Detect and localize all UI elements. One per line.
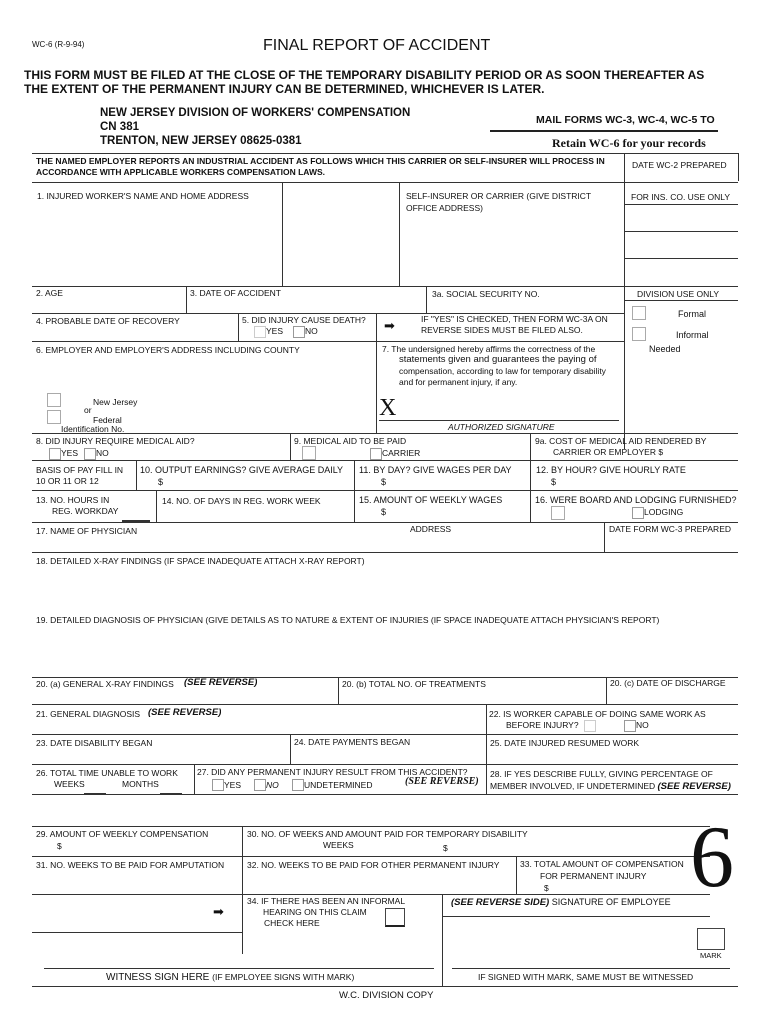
f12-label: 12. BY HOUR? GIVE HOURLY RATE [536,465,686,475]
arrow-right-icon: ➡ [213,904,224,919]
informal-checkbox[interactable] [632,327,646,341]
f22-line-1: 22. IS WORKER CAPABLE OF DOING SAME WORK AS [489,709,706,719]
permanent-no-label: NO [266,780,279,790]
f9a-line-1: 9a. COST OF MEDICAL AID RENDERED BY [535,436,707,446]
f19-label: 19. DETAILED DIAGNOSIS OF PHYSICIAN (GIVE DETAILS AS TO NATURE & EXTENT OF INJURIES (IF SPACE INADEQUATE ATTACH PHYSICIAN'S REPORT) [36,615,660,625]
if-yes-line-1: IF "YES" IS CHECKED, THEN FORM WC-3A ON [421,314,608,324]
informal-hearing-checkbox[interactable] [385,908,405,927]
new-jersey-checkbox[interactable] [47,393,61,407]
self-insurer-label-1: SELF-INSURER OR CARRIER (GIVE DISTRICT [406,191,592,201]
notice-line-2: THE EXTENT OF THE PERMANENT INJURY CAN BE DETERMINED, WHICHEVER IS LATER. [24,82,545,96]
permanent-no-checkbox[interactable] [254,779,266,791]
f7-line-2: statements given and guarantees the paying of [399,354,597,365]
medical-aid-yes-checkbox[interactable] [49,448,61,460]
f1-label: 1. INJURED WORKER'S NAME AND HOME ADDRESS [37,191,249,201]
f9-label: 9. MEDICAL AID TO BE PAID [294,436,407,446]
f4-label: 4. PROBABLE DATE OF RECOVERY [36,316,180,326]
f34-line-2: HEARING ON THIS CLAIM [263,907,367,917]
agency-cn: CN 381 [100,121,139,133]
permanent-yes-label: YES [224,780,242,790]
signature-x: X [379,395,397,421]
f18-label: 18. DETAILED X-RAY FINDINGS (IF SPACE INADEQUATE ATTACH X-RAY REPORT) [36,556,365,566]
f3a-label: 3a. SOCIAL SECURITY NO. [432,289,540,299]
f32-label: 32. NO. WEEKS TO BE PAID FOR OTHER PERMANENT INJURY [247,860,500,870]
form-title: FINAL REPORT OF ACCIDENT [263,37,491,54]
witness-label: WITNESS SIGN HERE (IF EMPLOYEE SIGNS WITH MARK) [106,972,355,983]
f29-dollar: $ [57,841,62,851]
f16-label: 16. WERE BOARD AND LODGING FURNISHED? [535,495,737,505]
f20a-see-reverse: (SEE REVERSE) [184,677,258,688]
f27-label: 27. DID ANY PERMANENT INJURY RESULT FROM THIS ACCIDENT? [197,767,468,777]
notice-line-1: THIS FORM MUST BE FILED AT THE CLOSE OF THE TEMPORARY DISABILITY PERIOD OR AS SOON THEREAFTER AS [24,68,705,82]
f21-see-reverse: (SEE REVERSE) [148,707,222,718]
f33-line-2: FOR PERMANENT INJURY [540,871,647,881]
f3-label: 3. DATE OF ACCIDENT [190,288,281,298]
f28-line-2: MEMBER INVOLVED, IF UNDETERMINED (SEE REVERSE) [490,781,731,792]
f27-see-reverse: (SEE REVERSE) [405,776,479,787]
carrier-label: CARRIER [382,448,421,458]
formal-label: Formal [678,309,707,319]
date-wc3-label: DATE FORM WC-3 PREPARED [609,524,731,534]
f25-label: 25. DATE INJURED RESUMED WORK [490,738,640,748]
self-insurer-label-2: OFFICE ADDRESS) [406,203,483,213]
permanent-yes-checkbox[interactable] [212,779,224,791]
undetermined-checkbox[interactable] [292,779,304,791]
f9a-line-2: CARRIER OR EMPLOYER $ [553,447,664,457]
f22-line-2: BEFORE INJURY? [506,720,579,730]
f31-label: 31. NO. WEEKS TO BE PAID FOR AMPUTATION [36,860,225,870]
f30-weeks: WEEKS [323,840,354,850]
medical-aid-no-label: NO [96,448,109,458]
f8-label: 8. DID INJURY REQUIRE MEDICAL AID? [36,436,195,446]
f21-label: 21. GENERAL DIAGNOSIS [36,709,141,719]
mail-forms-text: MAIL FORMS WC-3, WC-4, WC-5 TO [536,114,715,126]
f34-line-1: 34. IF THERE HAS BEEN AN INFORMAL [247,896,406,906]
division-use-label: DIVISION USE ONLY [637,289,720,299]
death-yes-checkbox[interactable] [254,326,266,338]
medical-aid-no-checkbox[interactable] [84,448,96,460]
intro-line-1: THE NAMED EMPLOYER REPORTS AN INDUSTRIAL ACCIDENT AS FOLLOWS WHICH THIS CARRIER OR SELF-INSURER WILL PROCESS IN [36,156,605,166]
f13-line-1: 13. NO. HOURS IN [36,495,110,505]
f12-dollar: $ [551,477,557,487]
f20a-label: 20. (a) GENERAL X-RAY FINDINGS [36,679,174,689]
agency-city: TRENTON, NEW JERSEY 08625-0381 [100,135,302,147]
employee-signature-label: (SEE REVERSE SIDE) SIGNATURE OF EMPLOYEE [451,897,671,908]
formal-checkbox[interactable] [632,306,646,320]
f7-line-3: compensation, according to law for temporary disability [399,366,606,376]
f15-dollar: $ [381,507,387,517]
copy-number: 6 [690,809,734,906]
agency-name: NEW JERSEY DIVISION OF WORKERS' COMPENSATION [100,107,411,119]
lodging-label: LODGING [644,507,684,517]
f6-label: 6. EMPLOYER AND EMPLOYER'S ADDRESS INCLUDING COUNTY [36,345,300,355]
f2-label: 2. AGE [36,288,63,298]
f26-label: 26. TOTAL TIME UNABLE TO WORK [36,768,178,778]
form-id: WC-6 (R-9-94) [32,40,85,49]
federal-label: Federal [93,415,122,425]
f11-dollar: $ [381,477,387,487]
f17-label: 17. NAME OF PHYSICIAN [36,526,138,536]
or-label: or [84,405,92,415]
federal-checkbox[interactable] [47,410,61,424]
date-wc2-label: DATE WC-2 PREPARED [632,160,727,170]
capable-no-checkbox[interactable] [624,720,636,732]
f34-line-3: CHECK HERE [264,918,320,928]
board-checkbox[interactable] [551,506,565,520]
f30-label: 30. NO. OF WEEKS AND AMOUNT PAID FOR TEMPORARY DISABILITY [247,829,528,839]
address-label: ADDRESS [410,524,452,534]
months-label: MONTHS [122,779,159,789]
f29-label: 29. AMOUNT OF WEEKLY COMPENSATION [36,829,209,839]
f24-label: 24. DATE PAYMENTS BEGAN [294,737,411,747]
f28-see-reverse: (SEE REVERSE) [657,781,731,792]
if-yes-line-2: REVERSE SIDES MUST BE FILED ALSO. [421,325,583,335]
f15-label: 15. AMOUNT OF WEEKLY WAGES [359,495,503,505]
identification-label: Identification No. [61,424,125,434]
authorized-signature-label: AUTHORIZED SIGNATURE [448,422,555,432]
carrier-checkbox[interactable] [370,448,382,460]
f28-line-1: 28. IF YES DESCRIBE FULLY, GIVING PERCENTAGE OF [490,769,713,779]
f7-line-4: and for permanent injury, if any. [399,377,518,387]
needed-label: Needed [649,344,681,354]
intro-line-2: ACCORDANCE WITH APPLICABLE WORKERS COMPENSATION LAWS. [36,167,325,177]
f33-dollar: $ [544,883,549,893]
new-jersey-label: New Jersey [93,397,138,407]
basis-line-1: BASIS OF PAY FILL IN [36,465,124,475]
f13-line-2: REG. WORKDAY [52,506,119,516]
ins-use-label: FOR INS. CO. USE ONLY [631,192,731,202]
f20b-label: 20. (b) TOTAL NO. OF TREATMENTS [342,679,486,689]
f30-dollar: $ [443,843,448,853]
capable-yes-checkbox[interactable] [584,720,596,732]
f5-label: 5. DID INJURY CAUSE DEATH? [242,315,366,325]
f14-label: 14. NO. OF DAYS IN REG. WORK WEEK [162,496,321,506]
f10-dollar: $ [158,477,164,487]
death-yes-label: YES [266,326,284,336]
f7-line-1: 7. The undersigned hereby affirms the correctness of the [382,344,596,354]
employer-pays-checkbox[interactable] [302,446,316,460]
weeks-label: WEEKS [54,779,85,789]
if-signed-label: IF SIGNED WITH MARK, SAME MUST BE WITNESSED [478,972,694,982]
retain-text: Retain WC-6 for your records [552,136,706,150]
mark-label: MARK [700,951,722,960]
mark-box[interactable] [697,928,725,950]
f33-line-1: 33. TOTAL AMOUNT OF COMPENSATION [520,859,684,869]
f11-label: 11. BY DAY? GIVE WAGES PER DAY [359,465,512,475]
f10-label: 10. OUTPUT EARNINGS? GIVE AVERAGE DAILY [140,465,344,475]
capable-no-label: NO [636,720,649,730]
undetermined-label: UNDETERMINED [304,780,373,790]
medical-aid-yes-label: YES [61,448,79,458]
basis-line-2: 10 OR 11 OR 12 [36,476,99,486]
f23-label: 23. DATE DISABILITY BEGAN [36,738,153,748]
footer-copy: W.C. DIVISION COPY [339,990,434,1001]
lodging-checkbox[interactable] [632,507,644,519]
death-no-checkbox[interactable] [293,326,305,338]
informal-label: Informal [676,330,709,340]
f20c-label: 20. (c) DATE OF DISCHARGE [610,678,726,688]
death-no-label: NO [305,326,318,336]
arrow-right-icon: ➡ [384,318,395,333]
